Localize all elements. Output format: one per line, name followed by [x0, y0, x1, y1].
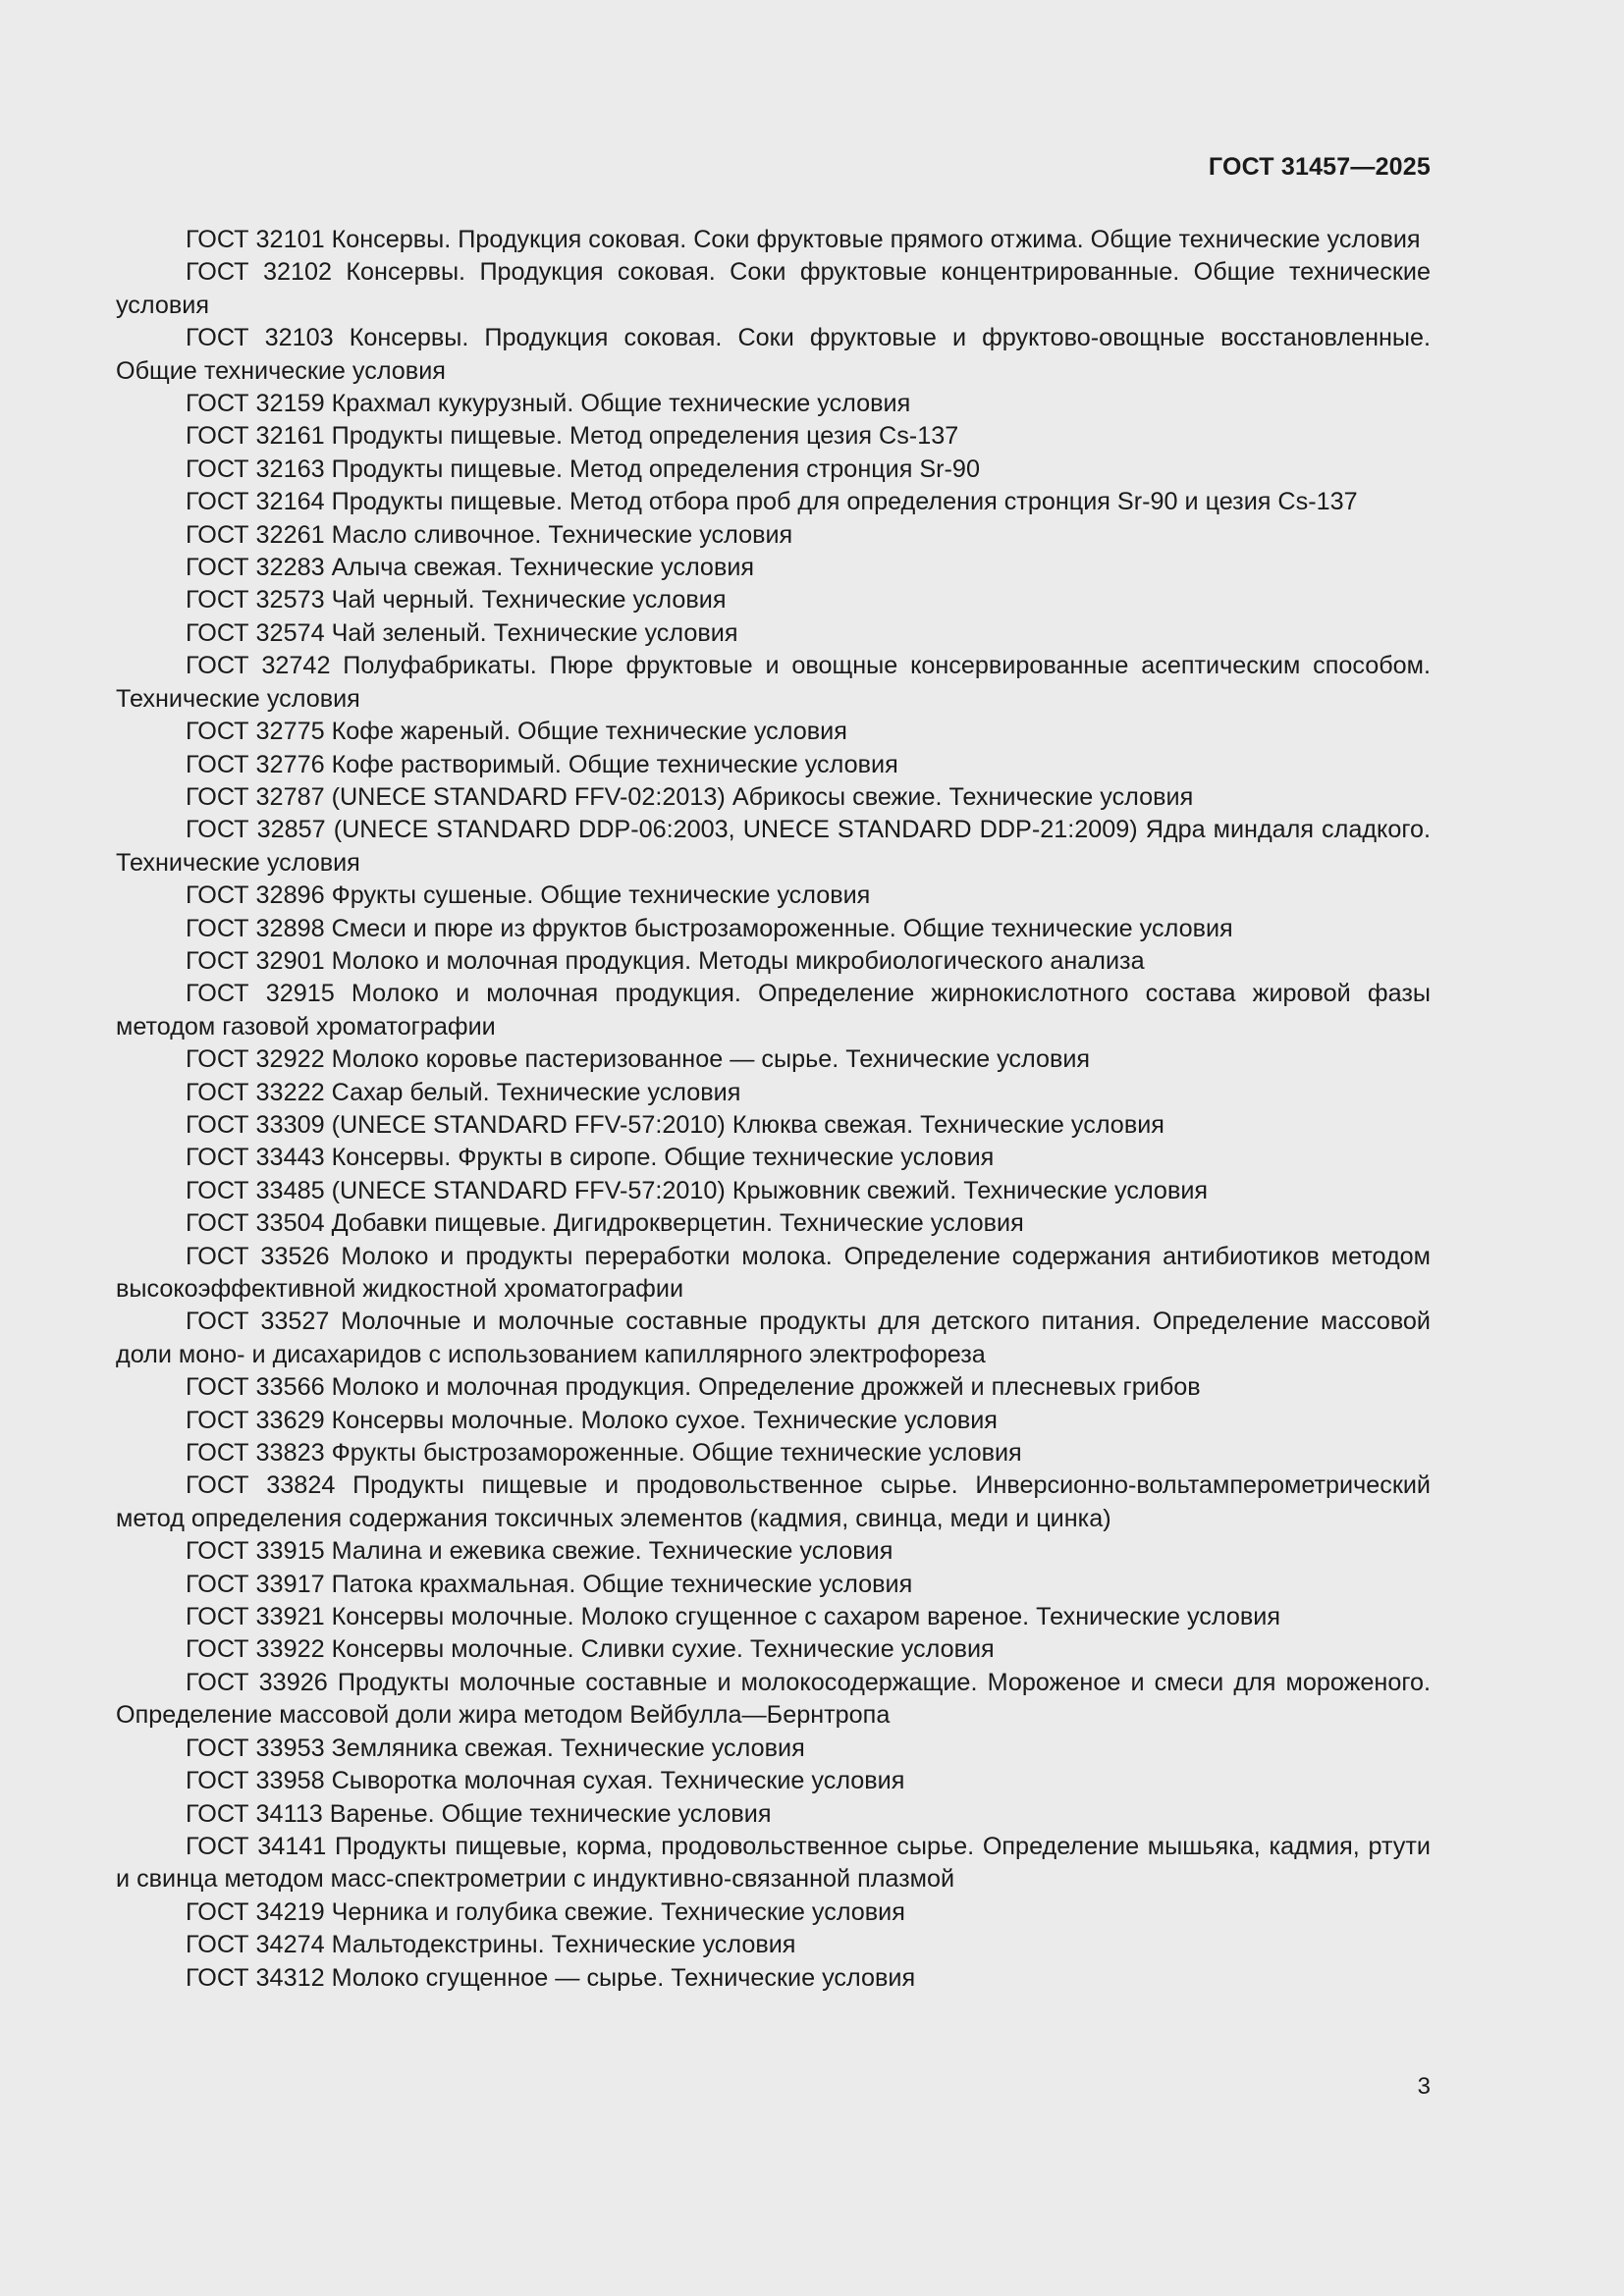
reference-item: ГОСТ 32787 (UNECE STANDARD FFV-02:2013) Абрикосы свежие. Технические условия: [186, 782, 1194, 811]
reference-item: ГОСТ 32102 Консервы. Продукция соковая. Соки фруктовые концентрированные. Общие технические условия: [116, 258, 1431, 319]
reference-item: ГОСТ 33526 Молоко и продукты переработки молока. Определение содержания антибиотиков методом высокоэффективной жидкостной хроматографии: [116, 1242, 1431, 1303]
reference-item: ГОСТ 33629 Консервы молочные. Молоко сухое. Технические условия: [186, 1406, 998, 1434]
reference-item: ГОСТ 34312 Молоко сгущенное — сырье. Технические условия: [186, 1963, 916, 1992]
reference-item: ГОСТ 33823 Фрукты быстрозамороженные. Общие технические условия: [186, 1439, 1022, 1468]
reference-item: ГОСТ 33824 Продукты пищевые и продовольственное сырье. Инверсионно-вольтамперометрический метод определения содержания токсичных элементов (кадмия, свинца, меди и цинка): [116, 1471, 1431, 1532]
reference-item: ГОСТ 33926 Продукты молочные составные и молокосодержащие. Мороженое и смеси для мороженого. Определение массовой доли жира методом Вейбулла—Бернтропа: [116, 1668, 1431, 1730]
reference-item: ГОСТ 32161 Продукты пищевые. Метод определения цезия Cs-137: [186, 422, 959, 451]
reference-item: ГОСТ 34219 Черника и голубика свежие. Технические условия: [186, 1897, 905, 1926]
reference-item: ГОСТ 32776 Кофе растворимый. Общие технические условия: [186, 750, 898, 778]
reference-item: ГОСТ 34113 Варенье. Общие технические условия: [186, 1799, 772, 1828]
reference-item: ГОСТ 32283 Алыча свежая. Технические условия: [186, 554, 755, 582]
reference-item: ГОСТ 32901 Молоко и молочная продукция. Методы микробиологического анализа: [186, 946, 1145, 975]
reference-item: ГОСТ 33527 Молочные и молочные составные продукты для детского питания. Определение массовой доли моно- и дисахаридов с использованием капиллярного электрофореза: [116, 1308, 1431, 1368]
reference-item: ГОСТ 33566 Молоко и молочная продукция. Определение дрожжей и плесневых грибов: [186, 1373, 1201, 1402]
reference-item: ГОСТ 33921 Консервы молочные. Молоко сгущенное с сахаром вареное. Технические условия: [186, 1603, 1280, 1631]
document-code-header: ГОСТ 31457—2025: [1208, 153, 1431, 181]
reference-item: ГОСТ 32261 Масло сливочное. Технические условия: [186, 520, 793, 549]
reference-item: ГОСТ 32103 Консервы. Продукция соковая. Соки фруктовые и фруктово-овощные восстановленные. Общие технические условия: [116, 324, 1431, 385]
reference-item: ГОСТ 32573 Чай черный. Технические условия: [186, 586, 727, 614]
reference-item: ГОСТ 32163 Продукты пищевые. Метод определения стронция Sr-90: [186, 454, 980, 483]
reference-item: ГОСТ 33953 Земляника свежая. Технические условия: [186, 1734, 805, 1762]
reference-item: ГОСТ 32574 Чай зеленый. Технические условия: [186, 618, 738, 647]
reference-item: ГОСТ 32898 Смеси и пюре из фруктов быстрозамороженные. Общие технические условия: [186, 914, 1233, 942]
reference-item: ГОСТ 33504 Добавки пищевые. Дигидрокверцетин. Технические условия: [186, 1209, 1024, 1238]
reference-item: ГОСТ 32896 Фрукты сушеные. Общие технические условия: [186, 881, 871, 910]
normative-references-list: [116, 224, 1431, 1995]
reference-item: ГОСТ 33309 (UNECE STANDARD FFV-57:2010) Клюква свежая. Технические условия: [186, 1110, 1164, 1139]
reference-item: ГОСТ 33917 Патока крахмальная. Общие технические условия: [186, 1570, 913, 1598]
reference-item: ГОСТ 32101 Консервы. Продукция соковая. Соки фруктовые прямого отжима. Общие технические условия: [186, 226, 1421, 253]
reference-item: ГОСТ 32915 Молоко и молочная продукция. Определение жирнокислотного состава жировой фазы методом газовой хроматографии: [116, 980, 1431, 1041]
reference-item: ГОСТ 33958 Сыворотка молочная сухая. Технические условия: [186, 1767, 905, 1795]
reference-item: ГОСТ 32742 Полуфабрикаты. Пюре фруктовые и овощные консервированные асептическим способом. Технические условия: [116, 652, 1431, 713]
reference-item: ГОСТ 32775 Кофе жареный. Общие технические условия: [186, 718, 847, 746]
reference-item: ГОСТ 34141 Продукты пищевые, корма, продовольственное сырье. Определение мышьяка, кадмия, ртути и свинца методом масс-спектрометрии с индуктивно-связанной плазмой: [116, 1832, 1431, 1894]
reference-item: ГОСТ 32922 Молоко коровье пастеризованное — сырье. Технические условия: [186, 1045, 1091, 1074]
reference-item: ГОСТ 32857 (UNECE STANDARD DDP-06:2003, UNECE STANDARD DDP-21:2009) Ядра миндаля сладкого. Технические условия: [116, 816, 1431, 877]
reference-item: ГОСТ 33922 Консервы молочные. Сливки сухие. Технические условия: [186, 1635, 995, 1664]
reference-item: ГОСТ 33915 Малина и ежевика свежие. Технические условия: [186, 1537, 893, 1566]
reference-item: ГОСТ 33485 (UNECE STANDARD FFV-57:2010) Крыжовник свежий. Технические условия: [186, 1176, 1209, 1204]
reference-item: ГОСТ 32164 Продукты пищевые. Метод отбора проб для определения стронция Sr-90 и цезия Cs-137: [186, 488, 1358, 516]
reference-item: ГОСТ 33222 Сахар белый. Технические условия: [186, 1078, 741, 1106]
reference-item: ГОСТ 33443 Консервы. Фрукты в сиропе. Общие технические условия: [186, 1144, 995, 1172]
reference-item: ГОСТ 34274 Мальтодекстрины. Технические условия: [186, 1931, 796, 1959]
reference-item: ГОСТ 32159 Крахмал кукурузный. Общие технические условия: [186, 390, 911, 418]
page-number: 3: [1417, 2073, 1431, 2100]
